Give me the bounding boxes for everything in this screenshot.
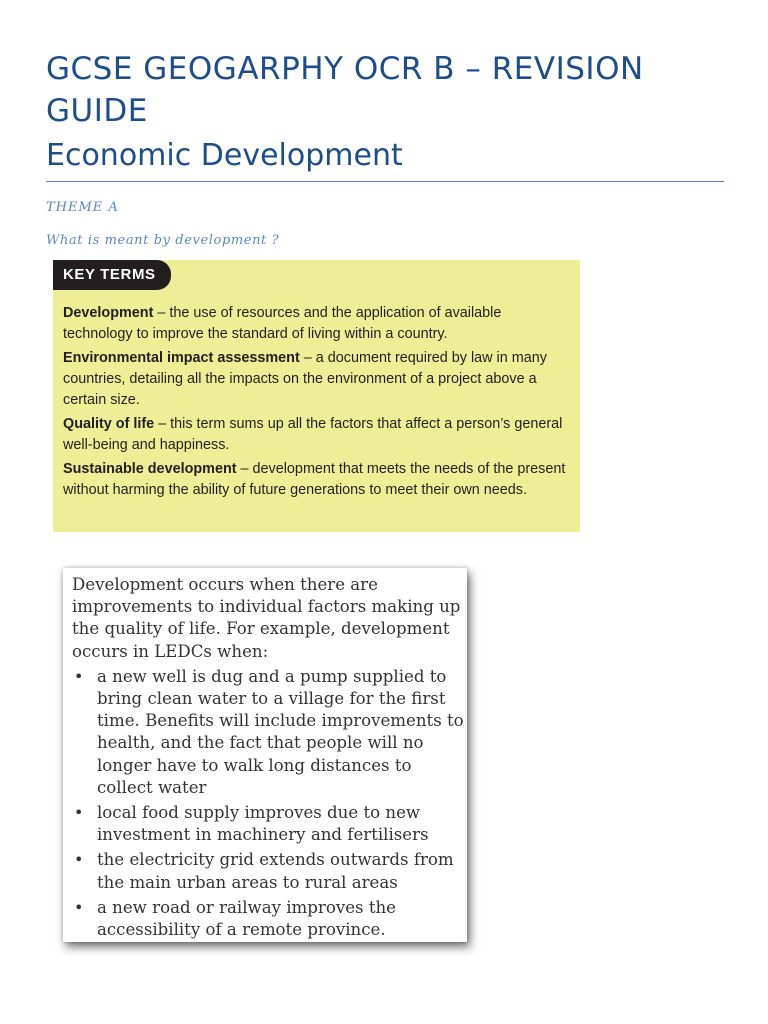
development-textbox (63, 568, 467, 942)
bullet-icon: • (74, 803, 84, 823)
key-terms-list (63, 303, 568, 504)
bullet-icon: • (74, 850, 84, 870)
document-title: GCSE GEOGARPHY OCR B – REVISION GUIDE (46, 51, 644, 129)
key-term-name: Environmental impact assessment (63, 350, 300, 366)
list-item (72, 897, 464, 941)
textbox-bullet-list (72, 666, 464, 941)
key-term-item (63, 348, 568, 411)
key-term-definition: – development that meets the needs of the present without harming the ability of future generations to meet their own needs. (63, 461, 566, 498)
key-term-item (63, 459, 568, 501)
list-item (72, 802, 464, 846)
bullet-icon: • (74, 897, 84, 917)
document-subtitle: Economic Development (46, 138, 403, 173)
key-term-name: Quality of life (63, 416, 155, 432)
list-item-text: a new well is dug and a pump supplied to bring clean water to a village for the first time. Benefits will include improvements to health, and the fact that people will no longer have to walk long distances to collect water (97, 666, 464, 797)
key-terms-label: KEY TERMS (53, 260, 171, 290)
key-term-item (63, 303, 568, 345)
key-term-item (63, 414, 568, 456)
bullet-icon: • (74, 666, 84, 686)
textbox-intro: Development occurs when there are improvements to individual factors making up the quality of life. For example, development occurs in LEDCs when: (72, 575, 461, 661)
list-item-text: a new road or railway improves the accessibility of a remote province. (97, 897, 396, 940)
list-item-text: the electricity grid extends outwards from the main urban areas to rural areas (97, 850, 454, 892)
key-term-definition: – the use of resources and the application of available technology to improve the standard of living within a country. (63, 305, 502, 342)
key-term-definition: – a document required by law in many countries, detailing all the impacts on the environment of a project above a certain size. (63, 350, 547, 408)
list-item (72, 849, 464, 893)
textbox-content (72, 574, 464, 941)
list-item (72, 666, 464, 799)
section-question: What is meant by development ? (46, 233, 280, 248)
theme-heading: THEME A (46, 200, 119, 215)
key-term-definition: – this term sums up all the factors that affect a person’s general well-being and happiness. (63, 416, 563, 453)
key-term-name: Development (63, 305, 154, 321)
list-item-text: local food supply improves due to new investment in machinery and fertilisers (97, 803, 429, 845)
title-divider (46, 181, 724, 182)
key-terms-box (53, 260, 580, 532)
key-term-name: Sustainable development (63, 461, 237, 477)
